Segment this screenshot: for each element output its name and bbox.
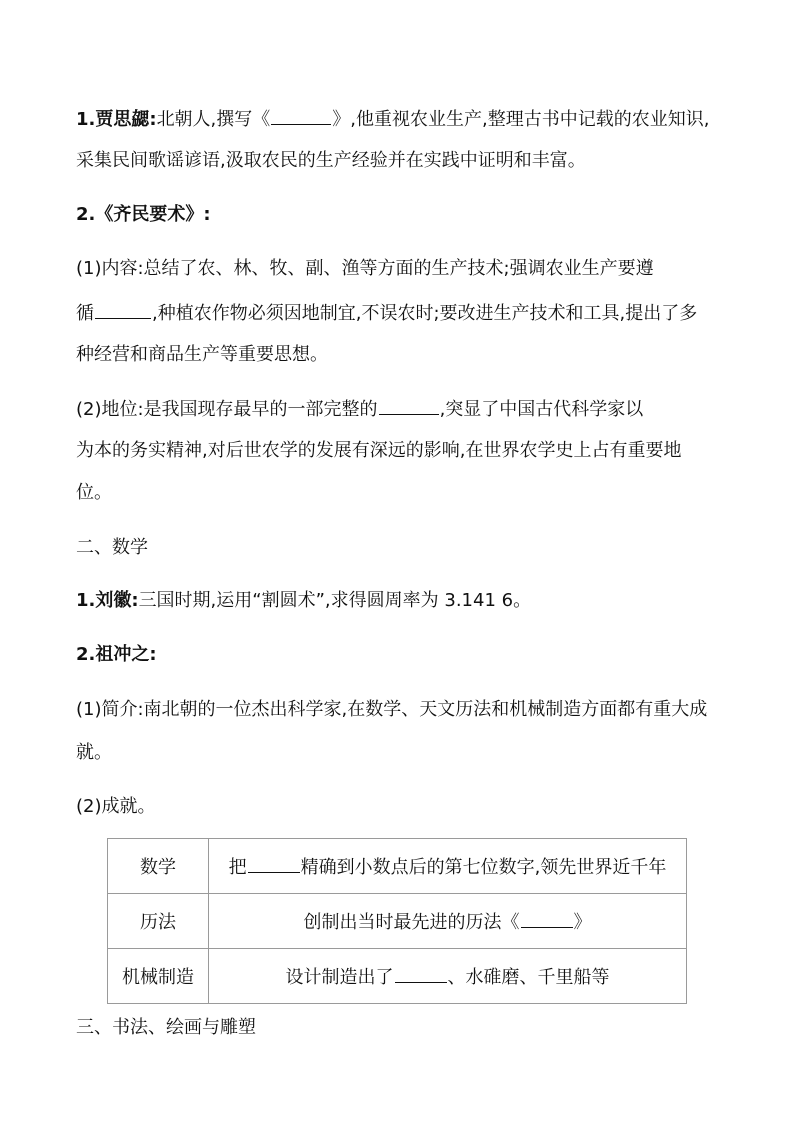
blank-book-title bbox=[271, 106, 331, 125]
blank-machine bbox=[395, 964, 447, 983]
table-cell-label: 机械制造 bbox=[108, 949, 209, 1004]
table-cell-label: 历法 bbox=[108, 894, 209, 949]
jia-sixie-label: 1.贾思勰: bbox=[76, 109, 157, 130]
intro-line-2: 就。 bbox=[76, 742, 112, 763]
table-row bbox=[108, 949, 687, 1004]
status-line-2: 为本的务实精神,对后世农学的发展有深远的影响,在世界农学史上占有重要地 bbox=[76, 440, 682, 461]
content-line-1: (1)内容:总结了农、林、牧、副、渔等方面的生产技术;强调农业生产要遵 bbox=[76, 258, 654, 279]
status-line-3: 位。 bbox=[76, 482, 112, 503]
table-cell-content: 创制出当时最先进的历法《 》 bbox=[209, 894, 687, 949]
jia-sixie-line-2: 采集民间歌谣谚语,汲取农民的生产经验并在实践中证明和丰富。 bbox=[76, 150, 586, 171]
calligraphy-section-heading: 三、书法、绘画与雕塑 bbox=[76, 1017, 256, 1038]
table-cell-content: 把 精确到小数点后的第七位数字,领先世界近千年 bbox=[209, 839, 687, 894]
status-line-1: (2)地位:是我国现存最早的一部完整的 ,突显了中国古代科学家以 bbox=[76, 396, 643, 422]
table-cell-content: 设计制造出了 、水碓磨、千里船等 bbox=[209, 949, 687, 1004]
zu-chongzhi-heading: 2.祖冲之: bbox=[76, 644, 157, 665]
qimin-yaoshu-heading: 2.《齐民要术》: bbox=[76, 204, 211, 225]
liu-hui-label: 1.刘徽: bbox=[76, 590, 139, 611]
blank-nongxue-zhuzuo bbox=[379, 396, 439, 415]
achievements-table bbox=[107, 838, 687, 1004]
content-line-2: 循 ,种植农作物必须因地制宜,不误农时;要改进生产技术和工具,提出了多 bbox=[76, 300, 697, 326]
blank-calendar bbox=[521, 909, 573, 928]
intro-line-1: (1)简介:南北朝的一位杰出科学家,在数学、天文历法和机械制造方面都有重大成 bbox=[76, 699, 708, 720]
table-row bbox=[108, 894, 687, 949]
content-line-3: 种经营和商品生产等重要思想。 bbox=[76, 344, 328, 365]
table-cell-label: 数学 bbox=[108, 839, 209, 894]
blank-pi bbox=[248, 854, 300, 873]
liu-hui-line: 1.刘徽:三国时期,运用“割圆术”,求得圆周率为 3.141 6。 bbox=[76, 590, 532, 611]
blank-nongshi bbox=[95, 300, 151, 319]
jia-sixie-line-1: 1.贾思勰:北朝人,撰写《 》,他重视农业生产,整理古书中记载的农业知识, bbox=[76, 106, 709, 132]
math-section-heading: 二、数学 bbox=[76, 537, 148, 558]
table-row bbox=[108, 839, 687, 894]
achievements-label: (2)成就。 bbox=[76, 796, 156, 817]
